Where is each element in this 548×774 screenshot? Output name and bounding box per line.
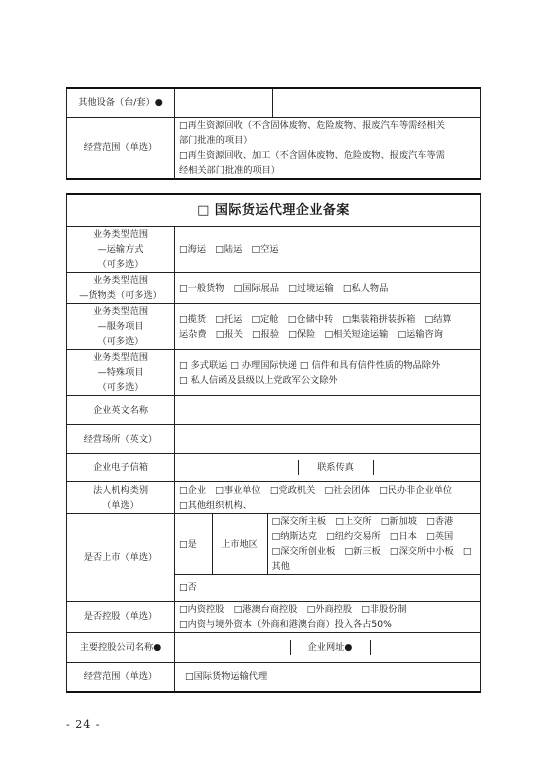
fax-label: 联系传真	[298, 460, 373, 475]
label-line: —运输方式	[97, 244, 144, 255]
label-line: 业务类型范围	[92, 229, 149, 240]
section-header-row	[67, 194, 481, 227]
transport-row	[67, 227, 481, 273]
scope-label: 经营范围（单选）	[67, 662, 175, 692]
business-scope-options[interactable]	[175, 117, 481, 179]
option-line: 运杂费 □报关 □报验 □保险 □相关短途运输 □运输咨询	[179, 328, 443, 340]
listed-label: 是否上市（单选）	[67, 514, 175, 602]
label-line: —货物类（可多选）	[79, 290, 162, 301]
transport-label	[67, 227, 175, 273]
section-checkbox-icon[interactable]: □	[197, 203, 210, 218]
legal-type-options[interactable]	[175, 482, 481, 514]
business-scope-line: 部门批准的项目）	[179, 134, 253, 146]
market-line: □纳斯达克 □纽约交易所 □日本 □英国	[271, 531, 454, 542]
label-line: 法人机构类别	[92, 484, 149, 496]
market-line: □深交所创业板 □新三板 □深交所中小板 □	[271, 546, 472, 557]
english-name-row	[67, 396, 481, 425]
email-fax-split	[175, 460, 480, 475]
transport-options[interactable]: □海运 □陆运 □空运	[175, 227, 481, 273]
english-name-field[interactable]	[175, 396, 481, 425]
business-scope-row	[67, 117, 481, 179]
service-label	[67, 304, 175, 350]
holding-label: 是否控股（单选）	[67, 601, 175, 632]
holding-company-row	[67, 632, 481, 662]
listed-yes-option[interactable]: □是	[179, 538, 197, 550]
market-options[interactable]	[267, 514, 480, 575]
goods-options[interactable]: □一般货物 □国际展品 □过境运输 □私人物品	[175, 273, 481, 304]
fax-field[interactable]	[373, 460, 480, 475]
scope-row	[67, 662, 481, 692]
option-line: □企业 □事业单位 □党政机关 □社会团体 □民办非企业单位	[179, 484, 453, 496]
website-label: 企业网址●	[290, 640, 370, 655]
holding-options[interactable]	[175, 601, 481, 632]
other-equipment-value-2[interactable]	[273, 88, 481, 117]
english-address-row	[67, 425, 481, 454]
label-line: 业务类型范围	[92, 306, 149, 317]
business-scope-line: 经相关部门批准的项目）	[179, 164, 281, 176]
goods-label	[67, 273, 175, 304]
company-website-split	[175, 640, 480, 655]
freight-forwarding-table	[66, 193, 481, 693]
continued-table	[66, 87, 481, 180]
market-label: 上市地区	[212, 514, 267, 575]
service-row	[67, 304, 481, 350]
section-title	[67, 194, 481, 227]
option-line: □内资控股 □港澳台商控股 □外商控股 □非股份制	[179, 603, 407, 615]
option-line: □ 私人信函及县级以上党政军公文除外	[179, 374, 338, 386]
other-equipment-row	[67, 88, 481, 117]
option-line: □内资与境外资本（外商和港澳台商）投入各占50%	[179, 618, 392, 630]
label-line: —服务项目	[97, 321, 144, 332]
goods-row	[67, 273, 481, 304]
option-line: □ 多式联运 □ 办理国际快递 □ 信件和具有信件性质的物品除外	[179, 359, 441, 371]
holding-company-label: 主要控股公司名称●	[67, 632, 175, 662]
english-name-label: 企业英文名称	[67, 396, 175, 425]
label-line: —特殊项目	[97, 367, 144, 378]
website-field[interactable]	[370, 640, 480, 655]
page-number: - 24 -	[66, 718, 101, 731]
holding-row	[67, 601, 481, 632]
special-label	[67, 350, 175, 396]
label-line: 业务类型范围	[92, 275, 149, 286]
special-row	[67, 350, 481, 396]
email-field[interactable]	[175, 460, 298, 475]
label-line: （可多选）	[97, 259, 144, 270]
market-line: □深交所主板 □上交所 □新加坡 □香港	[271, 516, 454, 527]
market-line: 其他	[271, 561, 290, 572]
legal-type-label	[67, 482, 175, 514]
listed-options	[175, 514, 480, 601]
option-line: □其他组织机构、	[179, 499, 252, 511]
section-title-text: 国际货运代理企业备案	[214, 203, 350, 218]
label-line: 业务类型范围	[92, 352, 149, 363]
legal-type-row	[67, 482, 481, 514]
english-address-field[interactable]	[175, 425, 481, 454]
other-equipment-label: 其他设备（台/套）●	[67, 88, 175, 117]
email-row	[67, 454, 481, 482]
other-equipment-value-1[interactable]	[175, 88, 273, 117]
email-label: 企业电子信箱	[67, 454, 175, 482]
business-scope-line: □再生资源回收、加工（不含固体废物、危险废物、报废汽车等需	[179, 149, 445, 161]
scope-option[interactable]: □国际货物运输代理	[175, 662, 481, 692]
label-line: （可多选）	[97, 336, 144, 347]
english-address-label: 经营场所（英文）	[67, 425, 175, 454]
listed-no-option[interactable]: □否	[175, 575, 480, 601]
listed-row	[67, 514, 481, 602]
label-line: （可多选）	[97, 382, 144, 393]
holding-company-field[interactable]	[175, 640, 290, 655]
business-scope-line: □再生资源回收（不含固体废物、危险废物、报废汽车等需经相关	[179, 119, 445, 131]
service-options[interactable]	[175, 304, 481, 350]
label-line: （单选）	[102, 499, 139, 511]
special-options[interactable]	[175, 350, 481, 396]
business-scope-label: 经营范围（单选）	[67, 117, 175, 179]
option-line: □揽货 □托运 □定舱 □仓储中转 □集装箱拼装拆箱 □结算	[179, 313, 452, 325]
